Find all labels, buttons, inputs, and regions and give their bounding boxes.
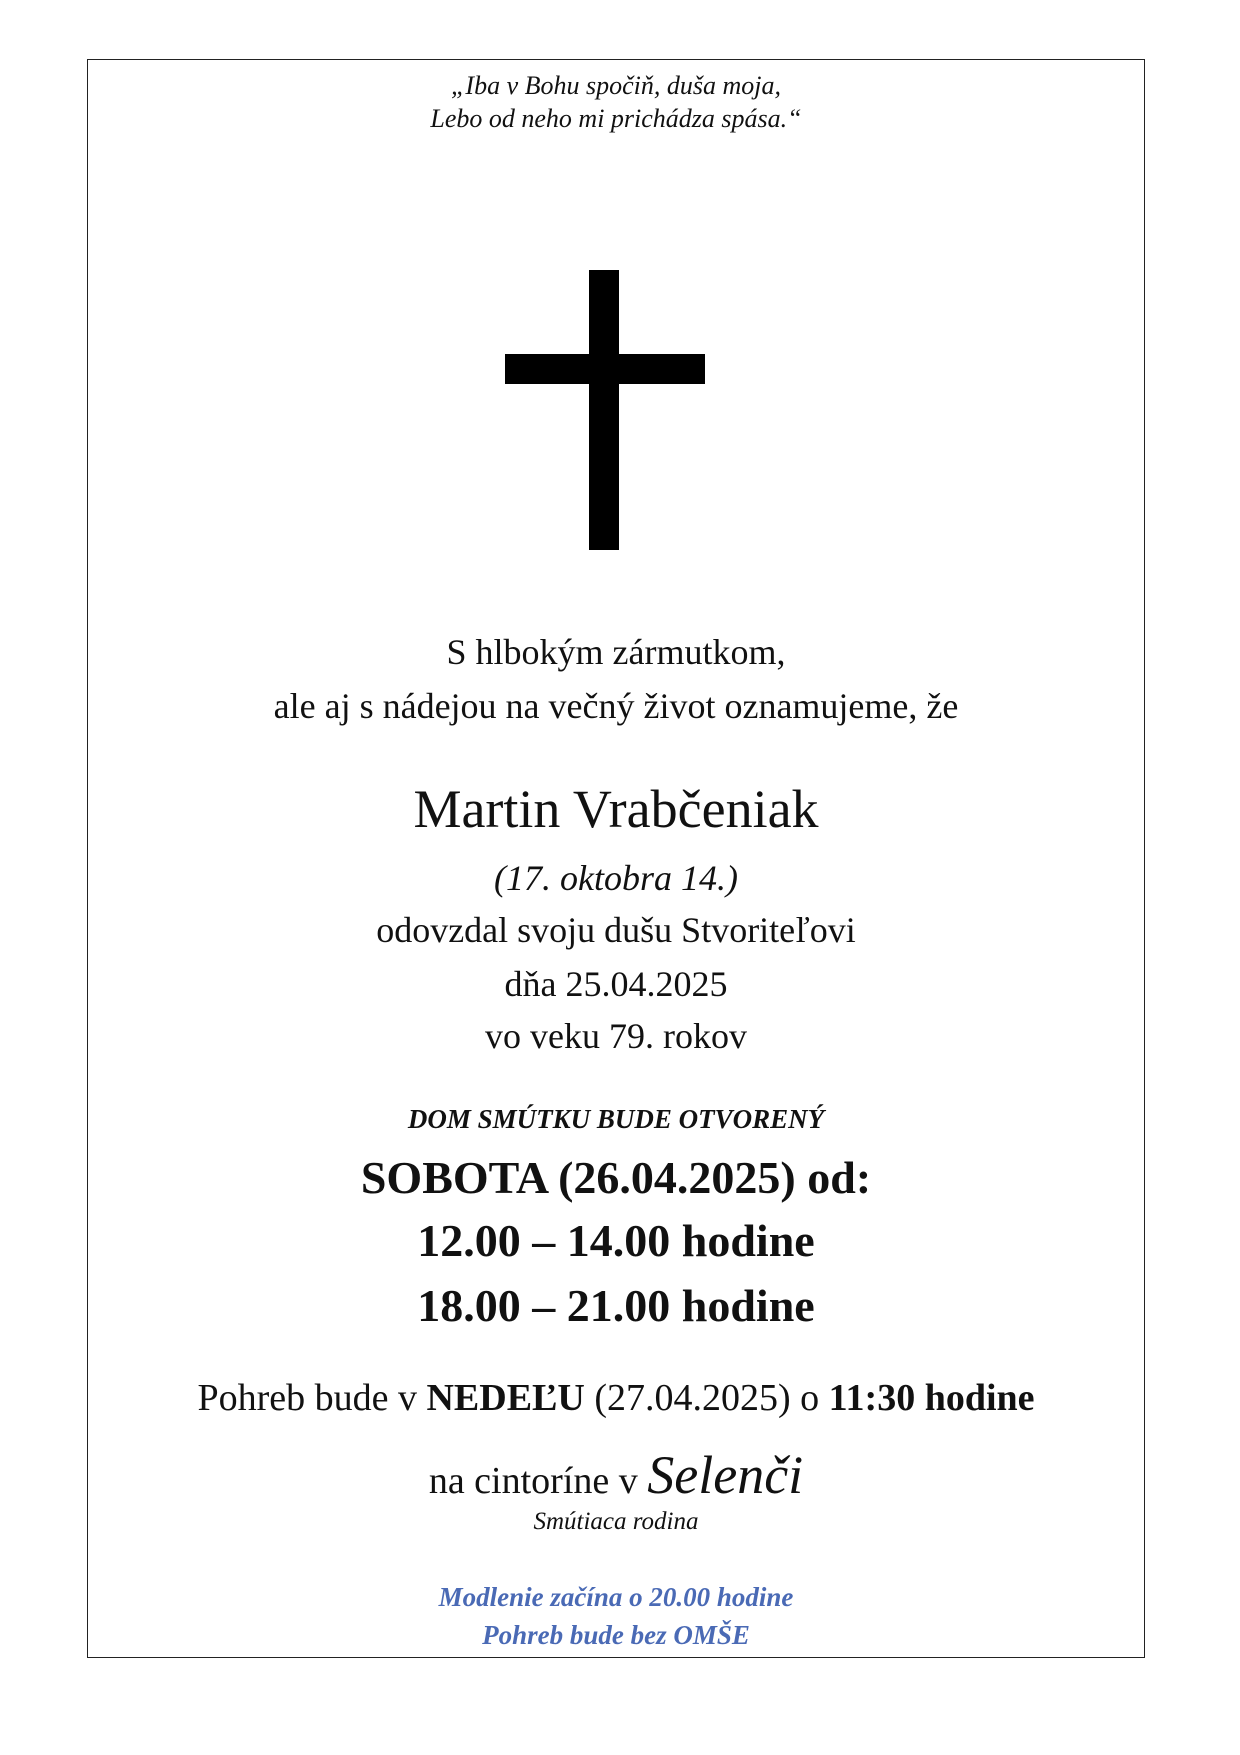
latin-cross-icon bbox=[505, 270, 705, 555]
deceased-dates: (17. oktobra 14.) bbox=[494, 858, 738, 898]
mourning-house-heading: DOM SMÚTKU BUDE OTVORENÝ bbox=[407, 1104, 825, 1134]
mourning-house-slot-2: 18.00 – 21.00 hodine bbox=[417, 1280, 815, 1331]
deceased-line: odovzdal svoju dušu Stvoriteľovi bbox=[376, 910, 856, 950]
mass-note: Pohreb bude bez OMŠE bbox=[482, 1620, 750, 1650]
deceased-name: Martin Vrabčeniak bbox=[413, 779, 819, 839]
family-signature: Smútiaca rodina bbox=[533, 1508, 699, 1535]
date-of-death: dňa 25.04.2025 bbox=[504, 964, 728, 1004]
prayer-note: Modlenie začína o 20.00 hodine bbox=[438, 1582, 794, 1612]
motto-line-1: „Iba v Bohu spočiň, duša moja, bbox=[450, 71, 782, 100]
funeral-date: (27.04.2025) o bbox=[584, 1377, 829, 1419]
funeral-place-prefix: na cintoríne v bbox=[428, 1460, 648, 1502]
deceased-age: vo veku 79. rokov bbox=[485, 1016, 747, 1056]
funeral-prefix: Pohreb bude v bbox=[197, 1377, 427, 1419]
motto-line-2: Lebo od neho mi prichádza spása.“ bbox=[430, 104, 802, 133]
mourning-house-slot-1: 12.00 – 14.00 hodine bbox=[417, 1215, 815, 1266]
intro-line-1: S hlbokým zármutkom, bbox=[446, 632, 786, 672]
funeral-info bbox=[87, 1379, 1145, 1417]
funeral-place-name: Selenči bbox=[647, 1445, 804, 1505]
mourning-house-day: SOBOTA (26.04.2025) od: bbox=[360, 1152, 872, 1203]
funeral-day: NEDEĽU bbox=[426, 1377, 585, 1419]
funeral-time: 11:30 hodine bbox=[828, 1377, 1035, 1419]
intro-line-2: ale aj s nádejou na večný život oznamujeme, že bbox=[273, 686, 959, 726]
funeral-place bbox=[87, 1445, 1145, 1505]
